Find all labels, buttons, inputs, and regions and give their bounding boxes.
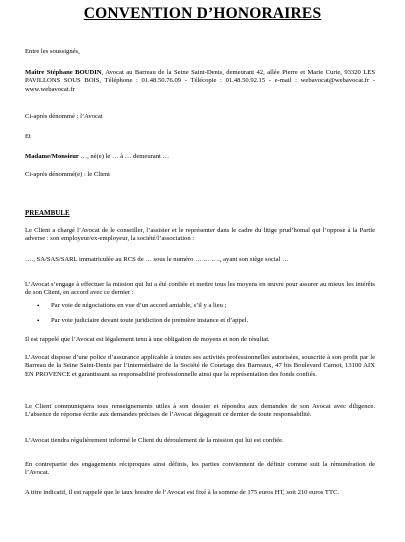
paragraph-1: Le Client a chargé l’Avocat de le conseiller, l’assister et le représenter dans le cadre du litige prud’homal qui l’oppose à la Partie adverse : son employeur/ex-employeur, la société/l’association : [25, 227, 375, 243]
document-title: CONVENTION D’HONORAIRES [83, 5, 322, 22]
client-designation: Ci-après dénommé(e) : le Client [25, 171, 110, 178]
bullet-marker-2: • [37, 317, 40, 325]
paragraph-8: En contrepartie des engagements réciproques ainsi définis, les parties conviennent de définir comme suit la rémunération de l’Avocat. [25, 461, 375, 477]
lawyer-block [25, 69, 375, 94]
lawyer-designation: Ci-après dénommé : l’Avocat [25, 113, 103, 120]
lawyer-details: , Avocat au Barreau de la Seine Saint-Denis, demeurant 42, allée Pierre et Marie Curie, 93320 LES PAVILLONS SOUS BOIS, Téléphone : 01.48.50.76.09 - Télécopie : 01.48.50.92.15 - e-mail : webavocat@webavocat.fr - www.webavocat.fr [25, 69, 375, 93]
client-details: …, né(e) le … à … demeurant … [78, 153, 170, 160]
paragraph-9: A titre indicatif, il est rappelé que le taux horaire de l’Avocat est fixé à la somme de 175 euros HT, soit 210 euros TTC. [25, 489, 340, 496]
and-text: Et [25, 133, 31, 140]
paragraph-4: Il est rappelé que l’Avocat est légalement tenu à une obligation de moyens et non de résultat. [25, 336, 270, 343]
paragraph-6: Le Client communiquera tous renseignements utiles à son dossier et répondra aux demandes de son Avocat avec diligence. L’absence de réponse écrite aux demandes précises de l’Avocat dégagerait ce dernier de toute responsabilité. [25, 403, 375, 419]
paragraph-3: L’Avocat s’engage à effectuer la mission qui lui a été confiée et mettre tous les moyens en œuvre pour assurer au mieux les intérêts de son Client, en accord avec ce dernier : [25, 281, 375, 297]
paragraph-5: L’Avocat dispose d’une police d’assurance applicable à toutes ses activités professionnelles autorisées, souscrite à son profit par le Barreau de la Seine Saint-Denis par l’intermédiaire de la Société de Courtage des Barreaux, 47 bis Boulevard Carnot, 13100 AIX EN PROVENCE et garantissant sa responsabilité professionnelle ainsi que la représentation des fonds confiés. [25, 354, 375, 378]
bullet-item-1: Par voie de négociations en vue d’un accord amiable, s’il y a lieu ; [51, 302, 227, 309]
bullet-item-2: Par voie judiciaire devant toute juridiction de première instance et d’appel. [51, 317, 249, 324]
parties-intro: Entre les soussignés, [25, 48, 80, 55]
paragraph-2: …., SA/SAS/SARL immatriculée au RCS de … sous le numéro … … …., ayant son siège social … [25, 256, 289, 263]
section-title: PREAMBULE [25, 209, 70, 217]
bullet-marker-1: • [37, 302, 40, 310]
paragraph-7: L’Avocat tiendra régulièrement informé le Client du déroulement de la mission qui lui est confiée. [25, 437, 284, 444]
client-prefix: Madame/Monsieur [25, 153, 79, 160]
lawyer-name: Maître Stéphane BOUDIN [25, 69, 102, 76]
client-block [25, 153, 375, 161]
